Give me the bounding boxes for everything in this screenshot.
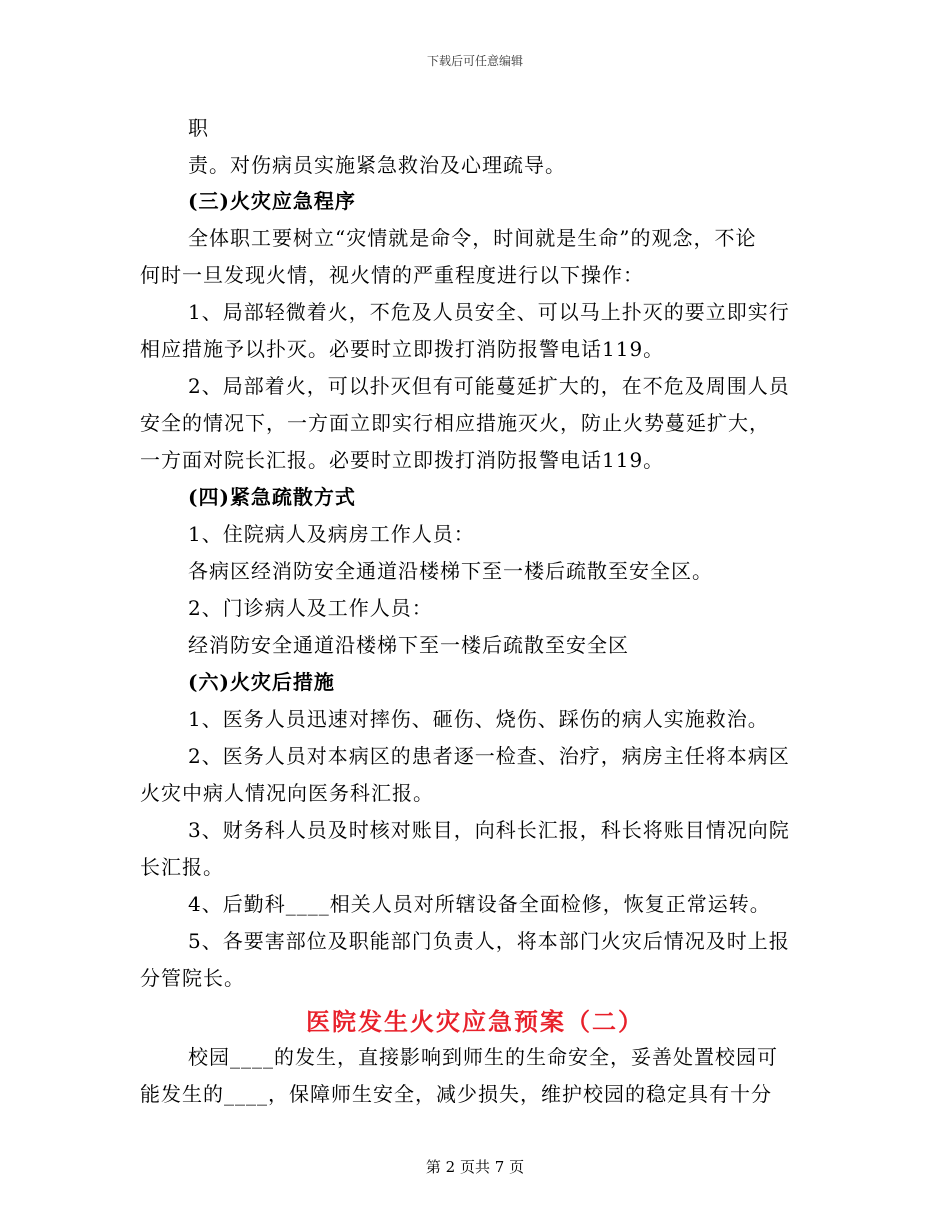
- text-line: 长汇报。: [140, 855, 224, 879]
- list-item: 2、局部着火，可以扑灭但有可能蔓延扩大的，在不危及周围人员: [188, 374, 790, 398]
- section-title: 医院发生火灾应急预案（二）: [306, 1007, 644, 1036]
- section-heading: (三)火灾应急程序: [188, 189, 356, 213]
- list-item: 2、医务人员对本病区的患者逐一检查、治疗，病房主任将本病区: [188, 744, 790, 768]
- text-line: 责。对伤病员实施紧急救治及心理疏导。: [188, 153, 566, 177]
- list-item: 2、门诊病人及工作人员：: [188, 596, 433, 620]
- list-item: 1、住院病人及病房工作人员：: [188, 522, 475, 546]
- list-item: 1、医务人员迅速对摔伤、砸伤、烧伤、踩伤的病人实施救治。: [188, 707, 769, 731]
- list-item: 1、局部轻微着火，不危及人员安全、可以马上扑灭的要立即实行: [188, 300, 790, 324]
- section-heading: (四)紧急疏散方式: [188, 485, 356, 509]
- list-item: 3、财务科人员及时核对账目，向科长汇报，科长将账目情况向院: [188, 818, 790, 842]
- list-item: 5、各要害部位及职能部门负责人，将本部门火灾后情况及时上报: [188, 929, 790, 953]
- text-line: 分管院长。: [140, 966, 245, 990]
- section-heading: (六)火灾后措施: [188, 670, 335, 694]
- text-line: 经消防安全通道沿楼梯下至一楼后疏散至安全区: [188, 633, 629, 657]
- text-line: 全体职工要树立“灾情就是命令，时间就是生命”的观念，不论: [188, 226, 757, 250]
- text-line: 一方面对院长汇报。必要时立即拨打消防报警电话119。: [140, 448, 665, 472]
- text-line: 能发生的____，保障师生安全，减少损失，维护校园的稳定具有十分: [140, 1082, 772, 1106]
- text-line: 安全的情况下，一方面立即实行相应措施灭火，防止火势蔓延扩大，: [140, 411, 770, 435]
- text-line: 职: [188, 116, 209, 140]
- text-line: 校园____的发生，直接影响到师生的生命安全，妥善处置校园可: [188, 1045, 778, 1069]
- text-line: 相应措施予以扑灭。必要时立即拨打消防报警电话119。: [140, 337, 665, 361]
- page-header-note: 下载后可任意编辑: [426, 54, 523, 68]
- page-footer: 第 2 页共 7 页: [425, 1158, 525, 1176]
- text-line: 火灾中病人情况向医务科汇报。: [140, 781, 434, 805]
- list-item: 4、后勤科____相关人员对所辖设备全面检修，恢复正常运转。: [188, 892, 771, 916]
- text-line: 各病区经消防安全通道沿楼梯下至一楼后疏散至安全区。: [188, 559, 713, 583]
- text-line: 何时一旦发现火情，视火情的严重程度进行以下操作：: [140, 263, 644, 287]
